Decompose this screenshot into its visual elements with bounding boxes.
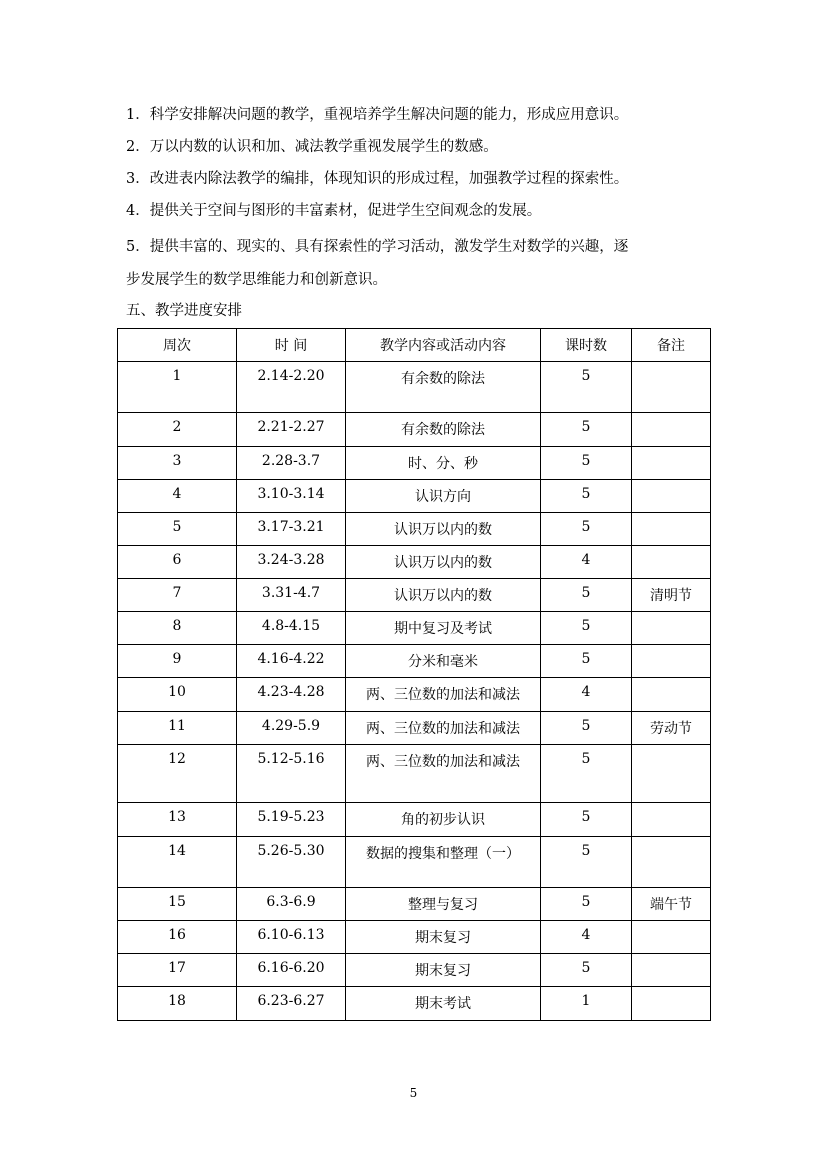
cell-dates: 5.12-5.16 xyxy=(237,745,346,803)
section-title: 五、教学进度安排 xyxy=(126,303,242,319)
table-row xyxy=(118,645,711,678)
cell-week: 7 xyxy=(118,579,237,612)
table-row xyxy=(118,612,711,645)
cell-hours: 5 xyxy=(541,579,632,612)
cell-week: 4 xyxy=(118,480,237,513)
table-row xyxy=(118,546,711,579)
cell-note xyxy=(632,413,711,447)
cell-dates: 3.31-4.7 xyxy=(237,579,346,612)
cell-content: 有余数的除法 xyxy=(346,362,541,413)
cell-hours: 5 xyxy=(541,447,632,480)
cell-week: 16 xyxy=(118,921,237,954)
table-row xyxy=(118,712,711,745)
table-row xyxy=(118,413,711,447)
header-dates: 时 间 xyxy=(237,329,346,362)
objective-3: 3．改进表内除法教学的编排，体现知识的形成过程，加强教学过程的探索性。 xyxy=(126,171,629,187)
cell-note xyxy=(632,987,711,1021)
cell-content: 角的初步认识 xyxy=(346,803,541,837)
cell-week: 15 xyxy=(118,888,237,921)
cell-note xyxy=(632,803,711,837)
cell-hours: 5 xyxy=(541,480,632,513)
table-body xyxy=(118,362,711,1021)
objective-5-line-2: 步发展学生的数学思维能力和创新意识。 xyxy=(126,272,387,288)
cell-content: 期末复习 xyxy=(346,954,541,987)
cell-week: 14 xyxy=(118,837,237,888)
cell-dates: 5.26-5.30 xyxy=(237,837,346,888)
cell-dates: 4.8-4.15 xyxy=(237,612,346,645)
header-content: 教学内容或活动内容 xyxy=(346,329,541,362)
header-week: 周次 xyxy=(118,329,237,362)
table-row xyxy=(118,745,711,803)
schedule-table xyxy=(117,328,711,1021)
table-row xyxy=(118,954,711,987)
cell-hours: 5 xyxy=(541,362,632,413)
objectives-list xyxy=(126,99,706,227)
cell-hours: 5 xyxy=(541,645,632,678)
cell-dates: 6.10-6.13 xyxy=(237,921,346,954)
cell-hours: 5 xyxy=(541,413,632,447)
cell-note xyxy=(632,447,711,480)
cell-content: 数据的搜集和整理（一） xyxy=(346,837,541,888)
cell-note: 端午节 xyxy=(632,888,711,921)
cell-week: 5 xyxy=(118,513,237,546)
cell-week: 6 xyxy=(118,546,237,579)
cell-content: 整理与复习 xyxy=(346,888,541,921)
cell-content: 认识万以内的数 xyxy=(346,546,541,579)
cell-hours: 5 xyxy=(541,888,632,921)
cell-note: 清明节 xyxy=(632,579,711,612)
cell-content: 有余数的除法 xyxy=(346,413,541,447)
objective-4: 4．提供关于空间与图形的丰富素材，促进学生空间观念的发展。 xyxy=(126,203,542,219)
cell-hours: 5 xyxy=(541,954,632,987)
table-row xyxy=(118,678,711,712)
cell-hours: 5 xyxy=(541,612,632,645)
cell-content: 时、分、秒 xyxy=(346,447,541,480)
cell-note xyxy=(632,745,711,803)
cell-hours: 5 xyxy=(541,745,632,803)
cell-dates: 2.28-3.7 xyxy=(237,447,346,480)
cell-week: 2 xyxy=(118,413,237,447)
cell-dates: 2.14-2.20 xyxy=(237,362,346,413)
cell-content: 认识方向 xyxy=(346,480,541,513)
cell-dates: 3.17-3.21 xyxy=(237,513,346,546)
cell-content: 期末复习 xyxy=(346,921,541,954)
cell-note xyxy=(632,921,711,954)
table-row xyxy=(118,803,711,837)
header-hours: 课时数 xyxy=(541,329,632,362)
cell-dates: 4.23-4.28 xyxy=(237,678,346,712)
table-row xyxy=(118,987,711,1021)
cell-hours: 5 xyxy=(541,803,632,837)
cell-content: 期中复习及考试 xyxy=(346,612,541,645)
cell-note xyxy=(632,954,711,987)
cell-note xyxy=(632,678,711,712)
cell-hours: 5 xyxy=(541,513,632,546)
cell-dates: 6.23-6.27 xyxy=(237,987,346,1021)
cell-week: 10 xyxy=(118,678,237,712)
cell-week: 3 xyxy=(118,447,237,480)
cell-note xyxy=(632,837,711,888)
cell-note xyxy=(632,546,711,579)
cell-content: 两、三位数的加法和减法 xyxy=(346,678,541,712)
cell-dates: 2.21-2.27 xyxy=(237,413,346,447)
cell-hours: 4 xyxy=(541,546,632,579)
cell-week: 18 xyxy=(118,987,237,1021)
cell-dates: 4.29-5.9 xyxy=(237,712,346,745)
cell-hours: 4 xyxy=(541,921,632,954)
cell-content: 认识万以内的数 xyxy=(346,579,541,612)
cell-dates: 3.24-3.28 xyxy=(237,546,346,579)
cell-content: 认识万以内的数 xyxy=(346,513,541,546)
cell-note xyxy=(632,362,711,413)
table-row xyxy=(118,579,711,612)
cell-hours: 5 xyxy=(541,837,632,888)
cell-dates: 5.19-5.23 xyxy=(237,803,346,837)
cell-content: 两、三位数的加法和减法 xyxy=(346,745,541,803)
cell-week: 17 xyxy=(118,954,237,987)
cell-note: 劳动节 xyxy=(632,712,711,745)
objective-2: 2．万以内数的认识和加、减法教学重视发展学生的数感。 xyxy=(126,139,498,155)
cell-hours: 1 xyxy=(541,987,632,1021)
cell-hours: 5 xyxy=(541,712,632,745)
cell-note xyxy=(632,612,711,645)
cell-content: 两、三位数的加法和减法 xyxy=(346,712,541,745)
cell-week: 1 xyxy=(118,362,237,413)
table-row xyxy=(118,480,711,513)
cell-dates: 3.10-3.14 xyxy=(237,480,346,513)
page-number: 5 xyxy=(409,1086,418,1100)
cell-note xyxy=(632,645,711,678)
cell-week: 13 xyxy=(118,803,237,837)
objective-1: 1．科学安排解决问题的教学，重视培养学生解决问题的能力，形成应用意识。 xyxy=(126,107,629,123)
cell-week: 9 xyxy=(118,645,237,678)
cell-note xyxy=(632,480,711,513)
cell-content: 期末考试 xyxy=(346,987,541,1021)
cell-hours: 4 xyxy=(541,678,632,712)
table-row xyxy=(118,513,711,546)
table-row xyxy=(118,921,711,954)
cell-dates: 4.16-4.22 xyxy=(237,645,346,678)
table-header-row xyxy=(118,329,711,362)
objective-5-line-1: 5．提供丰富的、现实的、具有探索性的学习活动，激发学生对数学的兴趣，逐 xyxy=(126,239,629,255)
cell-content: 分米和毫米 xyxy=(346,645,541,678)
objective-5 xyxy=(126,231,706,297)
cell-week: 11 xyxy=(118,712,237,745)
cell-note xyxy=(632,513,711,546)
table-row xyxy=(118,888,711,921)
table-row xyxy=(118,447,711,480)
cell-week: 12 xyxy=(118,745,237,803)
header-note: 备注 xyxy=(632,329,711,362)
cell-dates: 6.3-6.9 xyxy=(237,888,346,921)
table-row xyxy=(118,362,711,413)
cell-dates: 6.16-6.20 xyxy=(237,954,346,987)
table-row xyxy=(118,837,711,888)
cell-week: 8 xyxy=(118,612,237,645)
